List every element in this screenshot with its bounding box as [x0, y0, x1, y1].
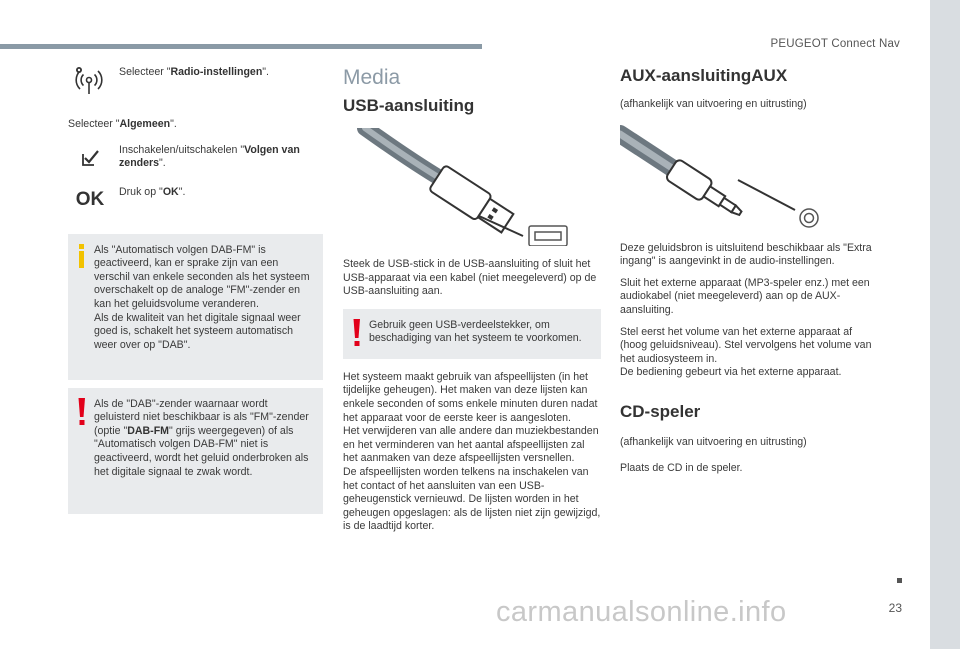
- step-general: Selecteer "Algemeen".: [68, 118, 177, 130]
- page-side-strip: [930, 0, 960, 649]
- checkbox-icon: [68, 142, 112, 174]
- info-text-2: Als de kwaliteit van het digitale signaal weer goed is, schakelt het systeem automatisch weer over op "DAB".: [94, 311, 301, 351]
- watermark: carmanualsonline.info: [496, 596, 787, 628]
- usb-warning-text: Gebruik geen USB-verdeelstekker, om beschadiging van het systeem te voorkomen.: [369, 318, 582, 345]
- header-accent-bar: [0, 44, 482, 49]
- aux-note: (afhankelijk van uitvoering en uitrusting): [620, 98, 807, 110]
- page-number: 23: [888, 601, 902, 615]
- aux-text-2: Sluit het externe apparaat (MP3-speler enz.) met een audiokabel (niet meegeleverd) aan op de AUX-aansluiting.: [620, 276, 870, 316]
- heading-cd: CD-speler: [620, 401, 701, 421]
- section-title-media: Media: [343, 66, 401, 89]
- aux-text-3a: Stel eerst het volume van het externe apparaat af (hoog geluidsniveau). Stel vervolgens het volume van het audiosysteem in.: [620, 325, 872, 365]
- info-text-1: Als "Automatisch volgen DAB-FM" is geactiveerd, kan er sprake zijn van een verschil van enkele seconden als het systeem overschakelt op de analoge "FM"-zender en kan het geluidsvolume veranderen.: [94, 243, 310, 310]
- playlist-text-3: De afspeellijsten worden telkens na inschakelen van het contact of het aansluiten van een USB-geheugenstick vernieuwd. De lijsten worden in het geheugen opgeslagen: als de lijsten niet zijn gewijzigd, is de laadtijd korter.: [343, 465, 601, 533]
- step-follow-stations: Inschakelen/uitschakelen "Volgen van zenders".: [68, 144, 323, 174]
- step-ok: OK Druk op "OK".: [68, 186, 323, 216]
- column-media: [343, 66, 601, 534]
- info-box: [68, 234, 323, 380]
- aux-jack-illustration: [620, 120, 880, 232]
- aux-text-1: Deze geluidsbron is uitsluitend beschikbaar als "Extra ingang" is aangevinkt in de audio-instellingen.: [620, 241, 872, 268]
- section-end-mark: [897, 578, 902, 583]
- running-head: PEUGEOT Connect Nav: [770, 38, 900, 50]
- info-tip-icon: [78, 244, 86, 273]
- playlist-text-1: Het systeem maakt gebruik van afspeellijsten (in het tijdelijke geheugen). Het maken van deze lijsten kan enkele seconden of soms enkele minuten duren nadat het apparaat voor de eerste keer is aangesloten.: [343, 370, 598, 424]
- ok-icon: OK: [75, 188, 105, 210]
- cd-note: (afhankelijk van uitvoering en uitrusting): [620, 435, 807, 448]
- warning-icon: [78, 398, 86, 431]
- step-radio-settings: Selecteer "Radio-instellingen".: [68, 66, 323, 96]
- usb-warning-box: [343, 309, 601, 359]
- heading-usb: USB-aansluiting: [343, 96, 475, 115]
- warning-text: Als de "DAB"-zender waarnaar wordt geluisterd niet beschikbaar is als "FM"-zender (optie "DAB-FM" grijs weergegeven) of als "Automatisch volgen DAB-FM" niet is geactiveerd, wordt het geluid onderbroken als het digitale signaal te zwak wordt.: [94, 397, 309, 478]
- usb-text: Steek de USB-stick in de USB-aansluiting of sluit het USB-apparaat via een kabel (niet meegeleverd) op de USB-aansluiting aan.: [343, 258, 597, 298]
- cd-text: Plaats de CD in de speler.: [620, 461, 743, 474]
- radio-settings-icon: [68, 64, 112, 96]
- column-radio-settings: [68, 66, 323, 514]
- heading-aux: AUX-aansluitingAUX: [620, 66, 788, 85]
- playlist-text-2: Het verwijderen van alle andere dan muziekbestanden en het verminderen van het aantal afspeellijsten zal het aanmaken van deze afspeellijsten versnellen.: [343, 425, 599, 465]
- usb-illustration: [343, 128, 601, 246]
- warning-icon: [353, 319, 361, 352]
- aux-text-3b: De bediening gebeurt via het externe apparaat.: [620, 366, 842, 379]
- warning-box: [68, 388, 323, 514]
- column-aux-cd: [620, 66, 880, 475]
